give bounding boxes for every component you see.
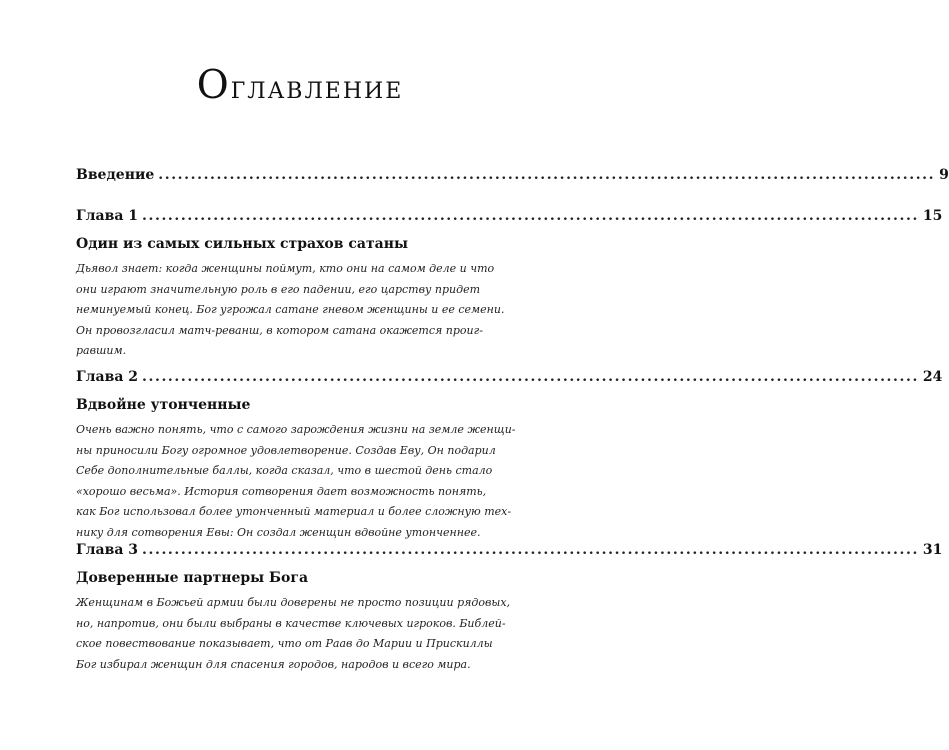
chapter-title: Один из самых сильных страхов сатаны	[76, 236, 408, 252]
toc-label: Глава 2	[76, 369, 139, 385]
chapter-description: Очень важно понять, что с самого зарождения жизни на земле женщи- ны приносили Богу огромное удовлетворение. Создав Еву, Он подарил Себе дополнительные баллы, когда сказал, что в шестой день стало «хорошо весьма». История сотворения дает возможность понять, как Бог использовал более утонченный материал и более сложную тех- нику для сотворения Евы: Он создал женщин вдвойне утонченнее.	[76, 423, 516, 539]
chapter-description: Дьявол знает: когда женщины поймут, кто они на самом деле и что они играют значительную роль в его падении, его царству придет неминуемый конец. Бог угрожал сатане гневом женщины и ее семени. Он провозгласил матч-реванш, в котором сатана окажется проиг- равшим.	[76, 262, 505, 357]
toc-label: Глава 1	[76, 208, 139, 224]
toc-label: Глава 3	[76, 542, 139, 558]
dot-leader: ........................................................................................................................	[142, 208, 919, 224]
toc-label: Введение	[76, 167, 155, 183]
toc-entry-chapter-2[interactable]	[76, 368, 943, 543]
toc-entry-chapter-1[interactable]	[76, 207, 943, 362]
toc-line-chapter-2[interactable]	[76, 368, 943, 386]
page-title-initial: О	[196, 63, 231, 108]
chapter-title: Доверенные партнеры Бога	[76, 570, 309, 586]
dot-leader: ........................................................................................................................	[158, 167, 936, 183]
dot-leader: ........................................................................................................................	[142, 369, 919, 385]
toc-page-number: 24	[922, 369, 943, 385]
toc-page-number: 31	[922, 542, 943, 558]
chapter-description: Женщинам в Божьей армии были доверены не просто позиции рядовых, но, напротив, они были выбраны в качестве ключевых игроков. Библей- ское повествование показывает, что от Раав до Марии и Прискиллы Бог избирал женщин для спасения городов, народов и всего мира.	[76, 596, 511, 671]
toc-line-chapter-1[interactable]	[76, 207, 943, 225]
toc-entry-chapter-3[interactable]	[76, 541, 943, 675]
page-title	[0, 63, 600, 108]
page-title-rest: главление	[230, 70, 404, 106]
toc-line-chapter-3[interactable]	[76, 541, 943, 559]
dot-leader: ........................................................................................................................	[142, 542, 919, 558]
toc-entry-intro[interactable]	[76, 166, 949, 184]
toc-line-intro[interactable]	[76, 166, 949, 184]
toc-page-number: 9	[939, 167, 949, 183]
chapter-title: Вдвойне утонченные	[76, 397, 251, 413]
toc-page-number: 15	[922, 208, 943, 224]
